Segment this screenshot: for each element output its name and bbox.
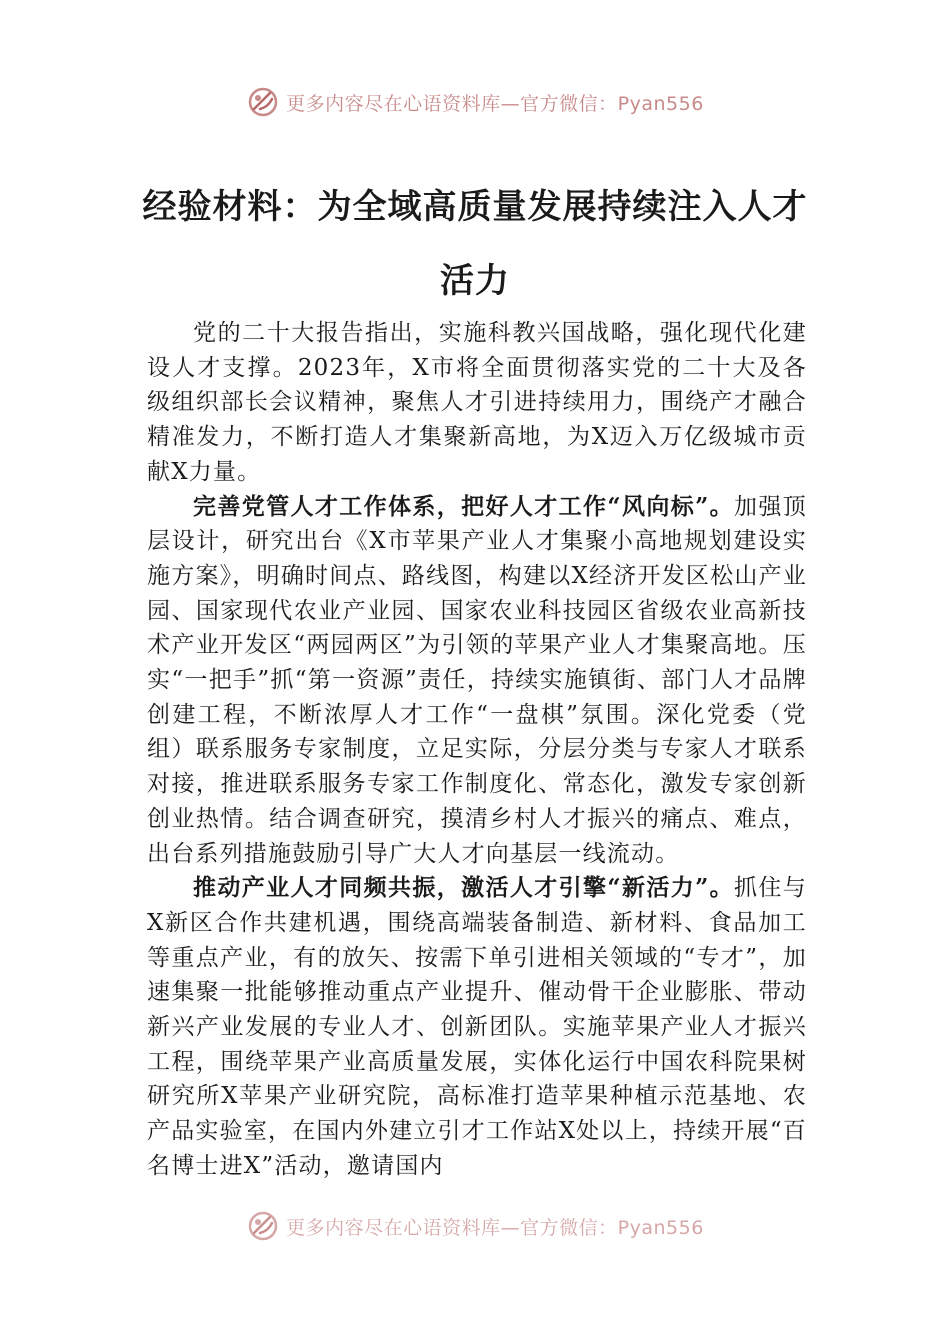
watermark-footer xyxy=(0,1206,950,1246)
paragraph-text: 抓住与X新区合作共建机遇，围绕高端装备制造、新材料、食品加工等重点产业，有的放矢、按需下单引进相关领域的“专才”，加速集聚一批能够推动重点产业提升、催动骨干企业膨胀、带动新兴产业发展的专业人才、创新团队。实施苹果产业人才振兴工程，围绕苹果产业高质量发展，实体化运行中国农科院果树研究所X苹果产业研究院，高标准打造苹果种植示范基地、农产品实验室，在国内外建立引才工作站X处以上，持续开展“百名博士进X”活动，邀请国内 xyxy=(147,875,807,1179)
paragraph-lead: 推动产业人才同频共振，激活人才引擎“新活力”。 xyxy=(193,874,735,902)
paragraph-text: 党的二十大报告指出，实施科教兴国战略，强化现代化建设人才支撑。2023年，X市将全面贯彻落实党的二十大及各级组织部长会议精神，聚焦人才引进持续用力，围绕产才融合精准发力，不断打造人才集聚新高地，为X迈入万亿级城市贡献X力量。 xyxy=(147,320,807,485)
watermark-text: 更多内容尽在心语资料库—官方微信：Pyan556 xyxy=(286,1216,704,1239)
paragraph-text: 加强顶层设计，研究出台《X市苹果产业人才集聚小高地规划建设实施方案》，明确时间点、路线图，构建以X经济开发区松山产业园、国家现代农业产业园、国家农业科技园区省级农业高新技术产业开发区“两园两区”为引领的苹果产业人才集聚高地。压实“一把手”抓“第一资源”责任，持续实施镇街、部门人才品牌创建工程，不断浓厚人才工作“一盘棋”氛围。深化党委（党组）联系服务专家制度，立足实际，分层分类与专家人才联系对接，推进联系服务专家工作制度化、常态化，激发专家创新创业热情。结合调查研究，摸清乡村人才振兴的痛点、难点，出台系列措施鼓励引导广大人才向基层一线流动。 xyxy=(147,493,807,867)
watermark-text: 更多内容尽在心语资料库—官方微信：Pyan556 xyxy=(286,92,704,115)
document-body xyxy=(147,316,807,1213)
paragraph-talent-system xyxy=(147,490,807,872)
watermark-logo-icon xyxy=(246,85,280,119)
paragraph-lead: 完善党管人才工作体系，把好人才工作“风向标”。 xyxy=(193,492,735,520)
watermark-header xyxy=(0,82,950,122)
page-title: 经验材料：为全域高质量发展持续注入人才活力 xyxy=(142,187,808,301)
paragraph-industry-talent xyxy=(147,871,807,1183)
paragraph-intro xyxy=(147,316,807,490)
watermark-logo-icon xyxy=(246,1209,280,1243)
